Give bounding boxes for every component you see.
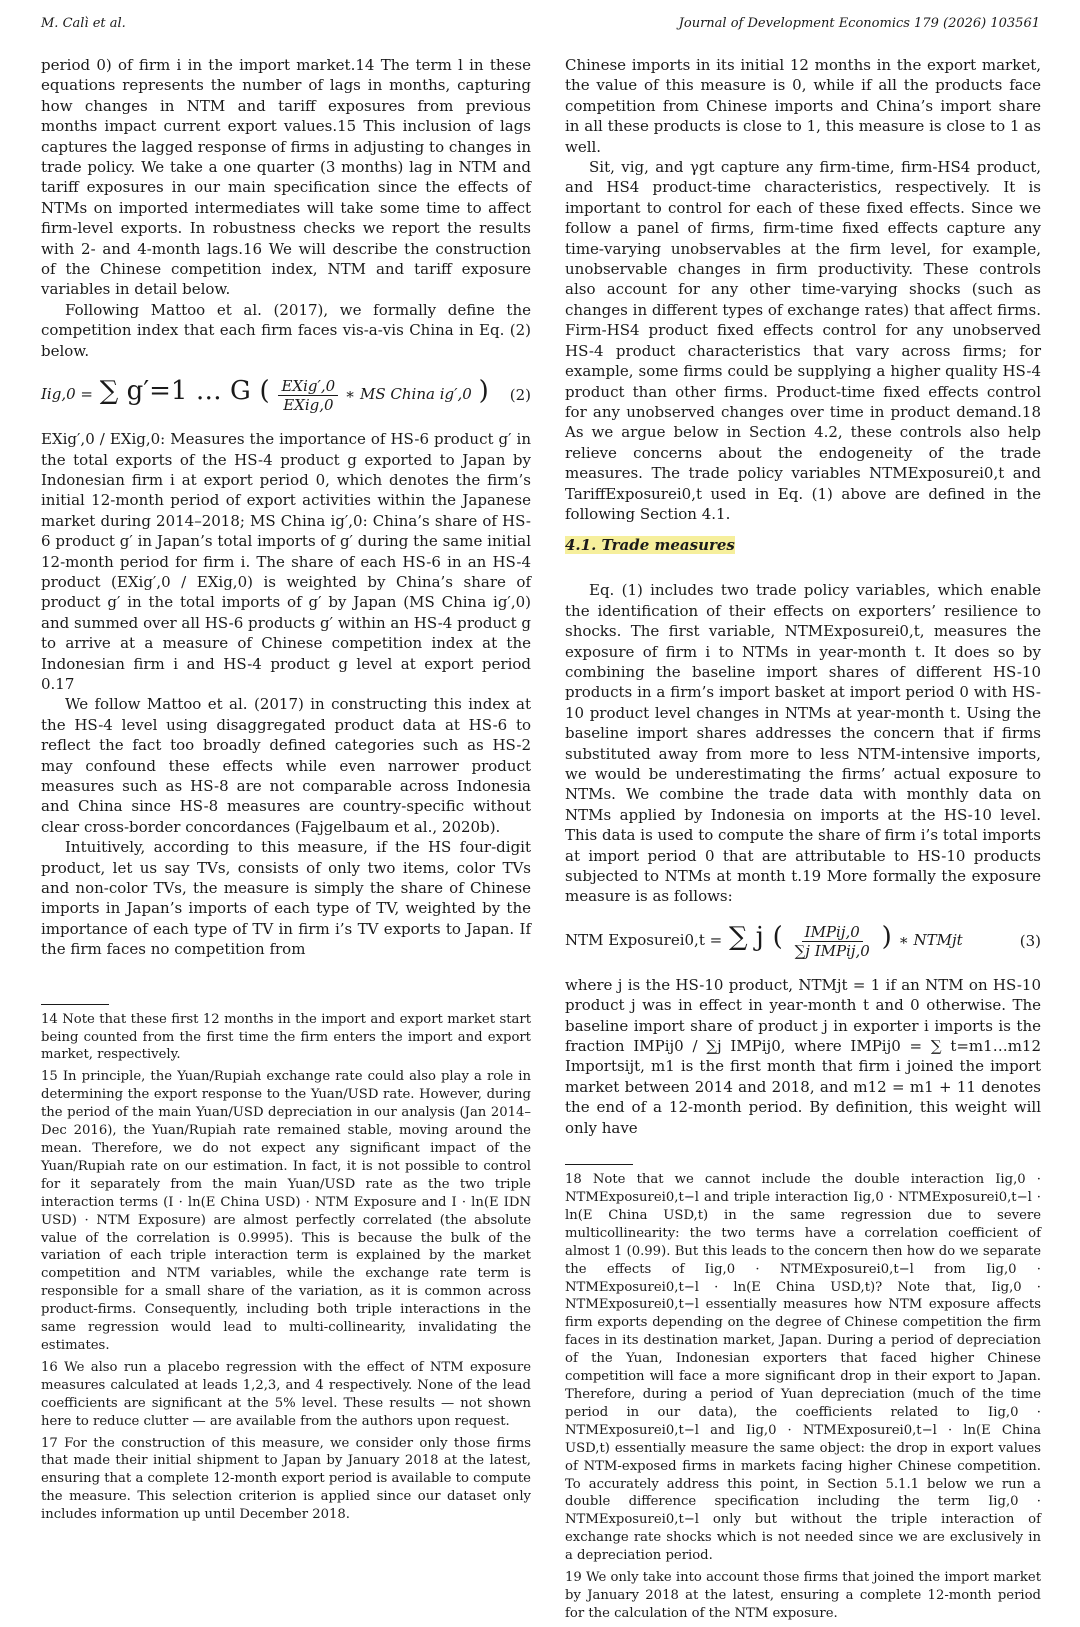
paragraph: Eq. (1) includes two trade policy variables, which enable the identification of their effects on exporters’ resilience to shocks. The first variable, NTMExposurei0,t, measures the exposure of firm i to NTMs in year-month t. It does so by combining the baseline import shares of different HS-10 products in a firm’s import basket at import period 0 with HS-10 product level changes in NTMs at year-month t. Using the baseline import shares addresses the concern that if firms substituted away from more to less NTM-intensive imports, we would be underestimating the firms’ actual exposure to NTMs. We combine the trade data with monthly data on NTMs applied by Indonesia on imports at the HS-10 level. This data is used to compute the share of firm i’s total imports at import period 0 that are attributable to HS-10 products subjected to NTMs at month t.19 More formally the exposure measure is as follows: xyxy=(565,581,1041,906)
footnote-14: 14 Note that these first 12 months in the import and export market start being counted from the first time the firm enters the import and export market, respectively. xyxy=(41,1011,531,1063)
paragraph: EXig′,0 / EXig,0: Measures the importance of HS-6 product g′ in the total exports of the HS-4 product g exported to Japan by Indonesian firm i at export period 0, which denotes the firm’s initial 12-month period of export activities within the Japanese market during 2014–2018; MS China ig′,0: China’s share of HS-6 product g′ in Japan’s total imports of g′ during the same initial 12-month period for firm i. The share of each HS-6 in an HS-4 product (EXig′,0 / EXig,0) is weighted by China’s share of product g′ in the total imports of g′ by Japan (MS China ig′,0) and summed over all HS-6 products g′ within an HS-4 product g to arrive at a measure of Chinese competition index at the Indonesian firm i and HS-4 product g level at export period 0.17 xyxy=(41,430,531,693)
equation-lhs: NTM Exposurei0,t = xyxy=(565,931,723,950)
fraction xyxy=(278,377,338,414)
summation: ∑ g′=1 … G xyxy=(99,376,251,407)
summation: ∑ j xyxy=(728,922,764,953)
footnote-18: 18 Note that we cannot include the double interaction Iig,0 · NTMExposurei0,t−l and triple interaction Iig,0 · NTMExposurei0,t−l · ln(E China USD,t) in the same regression due to severe multicollinearity: the two terms have a correlation coefficient of almost 1 (0.99). But this leads to the concern then how do we separate the effects of Iig,0 · NTMExposurei0,t−l from Iig,0 · NTMExposurei0,t−l · ln(E China USD,t)? Note that, Iig,0 · NTMExposurei0,t−l essentially measures how NTM exposure affects firm exports depending on the degree of Chinese competition the firm faces in its destination market, Japan. During a period of depreciation of the Yuan, Indonesian exporters that faced higher Chinese competition will face a more significant drop in their export to Japan. Therefore, during a period of Yuan depreciation (much of the time period in our data), the coefficients related to Iig,0 · NTMExposurei0,t−l and Iig,0 · NTMExposurei0,t−l · ln(E China USD,t) essentially measure the same object: the drop in export values of NTM-exposed firms in markets facing higher Chinese competition. To accurately address this point, in Section 5.1.1 below we run a double difference specification including the term Iig,0 · NTMExposurei0,t−l only but without the triple interaction of exchange rate shocks which is not needed since we are exclusively in a depreciation period. xyxy=(565,1172,1041,1564)
right-column xyxy=(565,55,1041,1627)
footnote-15: 15 In principle, the Yuan/Rupiah exchange rate could also play a role in determining the export response to the Yuan/USD rate. However, during the period of the main Yuan/USD depreciation in our analysis (Jan 2014–Dec 2016), the Yuan/Rupiah rate remained stable, moving around the mean. Therefore, we do not expect any significant impact of the Yuan/Rupiah rate on our estimation. In fact, it is not possible to control for it separately from the main Yuan/USD rate as the two triple interaction terms (I · ln(E China USD) · NTM Exposure and I · ln(E IDN USD) · NTM Exposure) are almost perfectly correlated (the absolute value of the correlation is 0.9995). This is because the bulk of the variation of each triple interaction term is explained by the market competition and NTM variables, while the exchange rate term is responsible for a small share of the variation, as it is common across product-firms. Consequently, including both triple interactions in the same regression would lead to multi-collinearity, invalidating the estimates. xyxy=(41,1069,531,1353)
equation-number: (2) xyxy=(509,386,531,405)
paragraph: Sit, vig, and γgt capture any firm-time, firm-HS4 product, and HS4 product-time characteristics, respectively. It is important to control for each of these fixed effects. Since we follow a panel of firms, firm-time fixed effects capture any time-varying unobservables at the firm level, for example, unobservable changes in firm productivity. These controls also account for any other time-varying shocks (such as changes in different types of exchange rates) that affect firms. Firm-HS4 product fixed effects control for any unobserved HS-4 product characteristics that vary across firms; for example, some firms could be supplying a higher quality HS-4 product than other firms. Product-time fixed effects control for any unobserved changes over time in product demand.18 As we argue below in Section 4.2, these controls also help relieve concerns about the endogeneity of the trade measures. The trade policy variables NTMExposurei0,t and TariffExposurei0,t used in Eq. (1) above are defined in the following Section 4.1. xyxy=(565,158,1041,523)
equation-lhs: Iig,0 = xyxy=(41,385,93,404)
running-header-authors: M. Calì et al. xyxy=(41,16,126,31)
left-column xyxy=(41,55,531,1528)
footnote-19: 19 We only take into account those firms that joined the import market by January 2018 at the latest, ensuring a complete 12-month period for the calculation of the NTM exposure. xyxy=(565,1570,1041,1621)
footnote-divider xyxy=(565,1164,633,1165)
equation-number: (3) xyxy=(1019,931,1041,950)
running-header-journal: Journal of Development Economics 179 (2026) 103561 xyxy=(678,16,1040,31)
denominator: EXig,0 xyxy=(283,395,334,414)
footnote-divider xyxy=(41,1004,109,1005)
paragraph: Chinese imports in its initial 12 months in the export market, the value of this measure is 0, while if all the products face competition from Chinese imports and China’s import share in all these products is close to 1, this measure is close to 1 as well. xyxy=(565,56,1041,156)
equation-rhs: ∗ NTMjt xyxy=(898,931,963,950)
numerator: IMPij,0 xyxy=(802,923,863,942)
denominator: ∑j IMPij,0 xyxy=(794,941,870,960)
paragraph: Following Mattoo et al. (2017), we formally define the competition index that each firm faces vis-a-vis China in Eq. (2) below. xyxy=(41,300,531,360)
equation-2: Iig,0 = ∑ g′=1 … G ( $\frac{\text{EXig′,0}}{\text{EXig,0}}$ ∗ MS China ig′,0 ) (2) xyxy=(41,376,531,414)
paragraph: Intuitively, according to this measure, if the HS four-digit product, let us say TVs, consists of only two items, color TVs and non-color TVs, the measure is simply the share of Chinese imports in Japan’s imports of each type of TV, weighted by the importance of each type of TV in firm i’s TV exports to Japan. If the firm faces no competition from xyxy=(41,838,531,959)
paragraph: where j is the HS-10 product, NTMjt = 1 if an NTM on HS-10 product j was in effect in year-month t and 0 otherwise. The baseline import share of product j in exporter i imports is the fraction IMPij0 / ∑j IMPij0, where IMPij0 = ∑ t=m1…m12 Importsijt, m1 is the first month that firm i joined the import market between 2014 and 2018, and m12 = m1 + 11 denotes the end of a 12-month period. By definition, this weight will only have xyxy=(565,975,1041,1137)
fraction xyxy=(792,923,873,960)
section-heading xyxy=(565,536,1041,554)
equation-3: NTM Exposurei0,t = ∑ j ( $\frac{\text{IMPij,0}}{\text{∑j IMPij,0}}$ ) ∗ NTMjt (3) xyxy=(565,922,1041,960)
equation-rhs: ∗ MS China ig′,0 xyxy=(345,385,472,404)
numerator: EXig′,0 xyxy=(278,377,338,396)
footnote-16: 16 We also run a placebo regression with the effect of NTM exposure measures calculated at leads 1,2,3, and 4 respectively. None of the lead coefficients are significant at the 5% level. These results — not shown here to reduce clutter — are available from the authors upon request. xyxy=(41,1359,531,1429)
footnote-17: 17 For the construction of this measure, we consider only those firms that made their initial shipment to Japan by January 2018 at the latest, ensuring that a complete 12-month export period is available to compute the measure. This selection criterion is applied since our dataset only includes information up until December 2018. xyxy=(41,1435,531,1523)
paragraph: period 0) of firm i in the import market.14 The term l in these equations represents the number of lags in months, capturing how changes in NTM and tariff exposures from previous months impact current export values.15 This inclusion of lags captures the lagged response of firms in adjusting to changes in trade policy. We take a one quarter (3 months) lag in NTM and tariff exposures in our main specification since the effects of NTMs on imported intermediates will take some time to affect firm-level exports. In robustness checks we report the results with 2- and 4-month lags.16 We will describe the construction of the Chinese competition index, NTM and tariff exposure variables in detail below. xyxy=(41,56,531,299)
section-title-text: 4.1. Trade measures xyxy=(565,536,735,555)
paragraph: We follow Mattoo et al. (2017) in constructing this index at the HS-4 level using disaggregated product data at HS-6 to reflect the fact too broadly defined categories such as HS-2 may confound these effects while even narrower product measures such as HS-8 are not comparable across Indonesia and China since HS-8 measures are country-specific without clear cross-border concordances (Fajgelbaum et al., 2020b). xyxy=(41,695,531,836)
